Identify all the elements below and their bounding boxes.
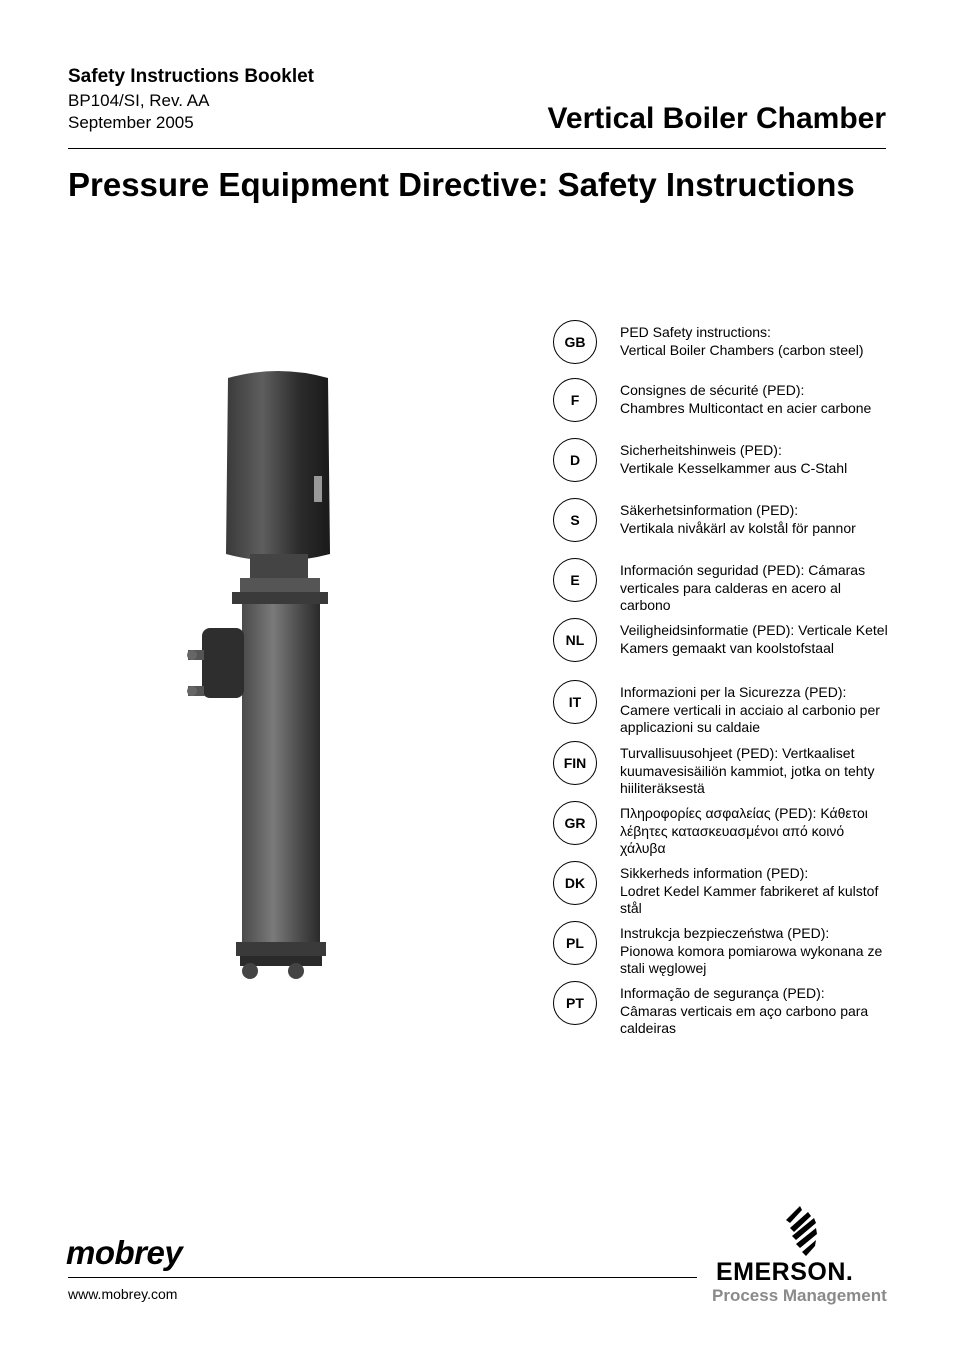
emerson-mark-icon	[782, 1206, 820, 1258]
document-date: September 2005	[68, 113, 194, 132]
language-description: Informação de segurança (PED): Câmaras verticais em aço carbono para caldeiras	[620, 985, 869, 1036]
language-description: Veiligheidsinformatie (PED): Verticale Ketel Kamers gemaakt van koolstofstaal	[620, 622, 888, 656]
language-code-badge: GR	[553, 801, 597, 845]
language-description: Informazioni per la Sicurezza (PED): Camere verticali in acciaio al carbonio per applicazioni su caldaie	[620, 684, 880, 735]
language-code-badge: IT	[553, 680, 597, 724]
footer-divider	[68, 1277, 697, 1278]
language-code-badge: FIN	[553, 741, 597, 785]
website-link[interactable]: www.mobrey.com	[68, 1286, 178, 1302]
language-code-badge: PT	[553, 981, 597, 1025]
language-description: Información seguridad (PED): Cámaras verticales para calderas en acero al carbono	[620, 562, 866, 613]
product-title: Vertical Boiler Chamber	[547, 102, 886, 135]
language-description: PED Safety instructions: Vertical Boiler Chambers (carbon steel)	[620, 324, 864, 358]
booklet-title: Safety Instructions Booklet	[68, 66, 314, 87]
language-description: Sikkerheds information (PED): Lodret Kedel Kammer fabrikeret af kulstof stål	[620, 865, 879, 916]
document-reference: BP104/SI, Rev. AA	[68, 91, 210, 110]
language-description: Instrukcja bezpieczeństwa (PED): Pionowa komora pomiarowa wykonana ze stali węglowej	[620, 925, 883, 976]
language-code-badge: GB	[553, 320, 597, 364]
emerson-logo	[710, 1206, 890, 1310]
mobrey-logo: mobrey	[66, 1234, 183, 1271]
language-code-badge: NL	[553, 618, 597, 662]
language-description: Consignes de sécurité (PED): Chambres Multicontact en acier carbone	[620, 382, 872, 416]
language-description: Turvallisuusohjeet (PED): Vertkaaliset kuumavesisäiliön kammiot, jotka on tehty hiiliteräksestä	[620, 745, 875, 796]
language-description: Säkerhetsinformation (PED): Vertikala nivåkärl av kolstål för pannor	[620, 502, 856, 536]
language-code-badge: PL	[553, 921, 597, 965]
language-code-badge: S	[553, 498, 597, 542]
language-description: Πληροφορίες ασφαλείας (PED): Κάθετοι λέβητες κατασκευασμένοι από κοινό χάλυβα	[620, 805, 868, 856]
language-code-badge: D	[553, 438, 597, 482]
header-divider	[68, 148, 886, 149]
language-code-badge: E	[553, 558, 597, 602]
page-title: Pressure Equipment Directive: Safety Instructions	[68, 166, 855, 203]
emerson-wordmark: EMERSON.	[716, 1258, 854, 1286]
language-code-badge: F	[553, 378, 597, 422]
emerson-subtitle: Process Management	[712, 1286, 887, 1305]
language-description: Sicherheitshinweis (PED): Vertikale Kesselkammer aus C-Stahl	[620, 442, 848, 476]
language-code-badge: DK	[553, 861, 597, 905]
vertical-boiler-chamber-illustration	[180, 356, 350, 986]
